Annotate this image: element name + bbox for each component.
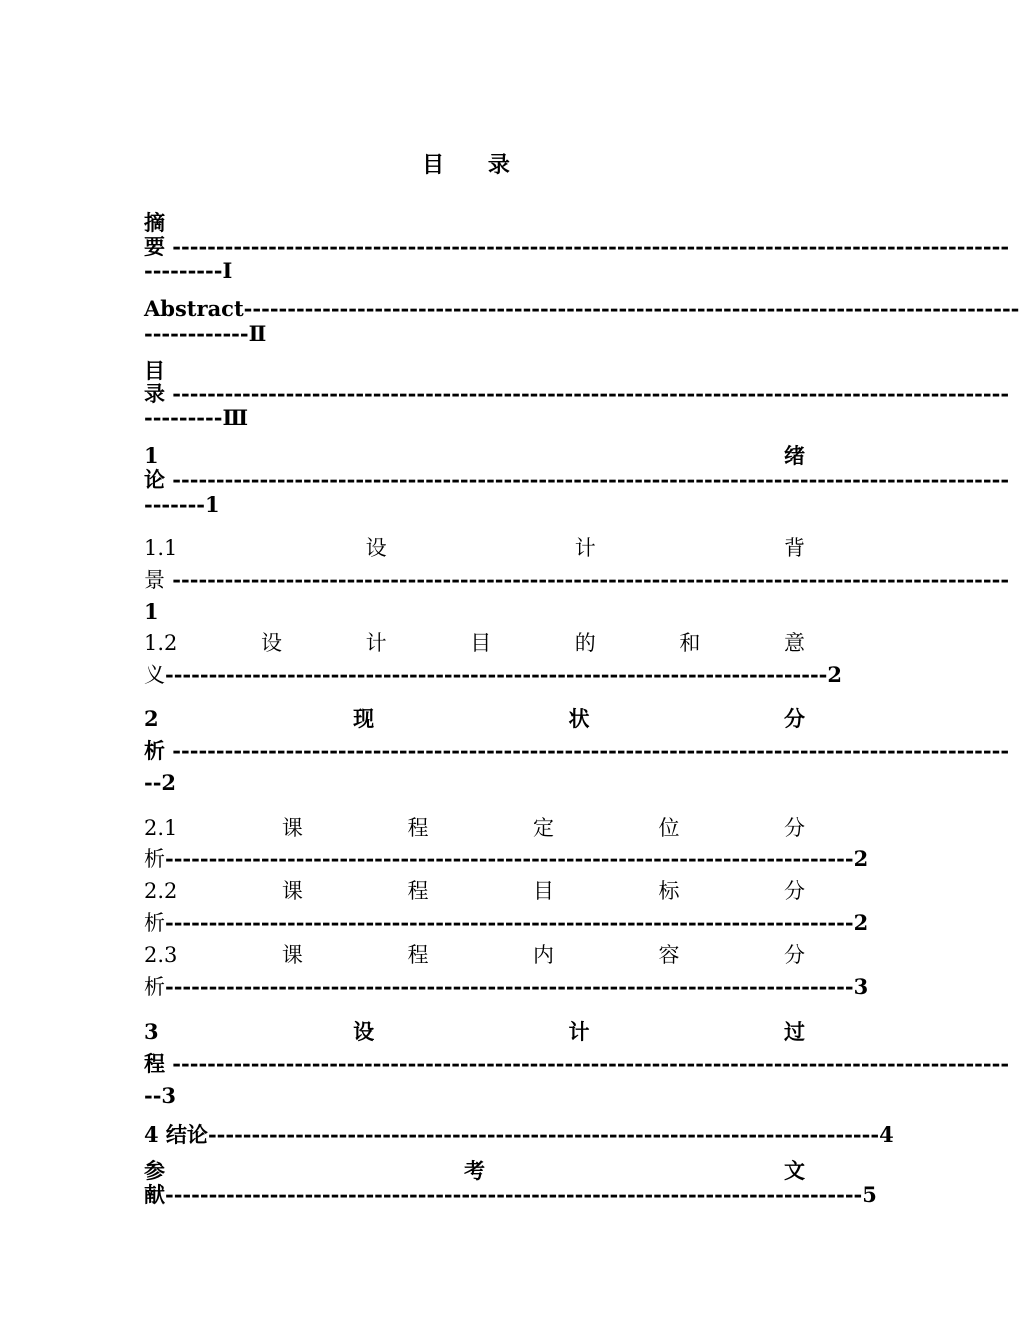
- toc-1-2-num: 1.2: [144, 631, 178, 655]
- page-title: 目 录: [422, 152, 528, 178]
- toc-1-1-w1: 设: [365, 536, 387, 560]
- toc-ch1-char2: 论: [144, 467, 165, 492]
- toc-2-3-page: 3: [853, 974, 869, 999]
- toc-2-3-w5: 分: [783, 943, 805, 967]
- toc-1-1-line2: [144, 567, 1010, 593]
- toc-2-3-w2: 程: [407, 943, 429, 967]
- toc-2-2-line2: [144, 910, 869, 936]
- toc-ch2-line2: [144, 738, 1010, 764]
- toc-ch3-w3: 过: [783, 1019, 805, 1044]
- toc-contents-char: 录: [144, 381, 165, 406]
- toc-1-2-w2: 计: [365, 631, 387, 655]
- toc-1-2-char: 义: [144, 663, 165, 687]
- leader-dots: ----------------------------------------------------------------------------: [165, 662, 828, 687]
- toc-ch2-w2: 状: [568, 706, 590, 731]
- toc-ch2-char: 析: [144, 738, 165, 763]
- leader-dots: ------------------------------------------------------------------------------------------------: [165, 234, 1010, 259]
- toc-refs-line2: [144, 1182, 877, 1208]
- leader-dots: ------------------------------------------------------------------------------------------------: [165, 738, 1010, 763]
- toc-contents-line2: [144, 381, 1010, 407]
- toc-2-1-line2: [144, 846, 869, 872]
- toc-refs-line1: [144, 1158, 805, 1184]
- toc-2-3-char: 析: [144, 975, 165, 999]
- toc-2-3-num: 2.3: [144, 943, 178, 967]
- toc-2-1-w5: 分: [783, 816, 805, 840]
- toc-2-2-w1: 课: [281, 879, 303, 903]
- leader-dots: ------------------------------------------------------------------------------------------------: [165, 381, 1010, 406]
- toc-refs-page: 5: [862, 1182, 877, 1207]
- toc-1-1-line1: [144, 535, 805, 561]
- toc-2-1-num: 2.1: [144, 816, 178, 840]
- toc-2-1-page: 2: [853, 846, 869, 871]
- toc-ch3-line1: [144, 1019, 805, 1045]
- leader-dots: -------------------------------------------------------------------------------: [165, 910, 854, 935]
- toc-1-1-w2: 计: [574, 536, 596, 560]
- toc-2-2-num: 2.2: [144, 879, 178, 903]
- toc-ch4-label: 4 结论: [144, 1122, 208, 1147]
- toc-2-1-w3: 定: [532, 816, 554, 840]
- toc-2-3-w1: 课: [281, 943, 303, 967]
- toc-abstract-en-line1: [144, 296, 1019, 322]
- toc-ch3-w1: 设: [353, 1019, 375, 1044]
- leader-dots: -------------------------------------------------------------------------------: [165, 846, 854, 871]
- toc-ch1-page: -------1: [144, 492, 220, 517]
- toc-ch2-num: 2: [144, 706, 159, 731]
- leader-dots: ------------------------------------------------------------------------------------------------: [165, 567, 1010, 592]
- toc-abstract-en-page: ------------Ⅱ: [144, 321, 267, 346]
- toc-1-1-num: 1.1: [144, 536, 178, 560]
- toc-abstract-en-label: Abstract: [144, 296, 244, 321]
- toc-2-2-w3: 目: [532, 879, 554, 903]
- toc-1-1-w3: 背: [783, 536, 805, 560]
- leader-dots: -------------------------------------------------------------------------------: [165, 974, 854, 999]
- toc-1-2-w6: 意: [783, 631, 805, 655]
- toc-2-2-line1: [144, 878, 805, 904]
- leader-dots: ------------------------------------------------------------------------------------------------: [165, 467, 1010, 492]
- toc-2-3-w3: 内: [532, 943, 554, 967]
- toc-abstract-cn-char: 要: [144, 234, 165, 259]
- toc-ch3-line2: [144, 1051, 1010, 1077]
- toc-1-2-line2: [144, 662, 843, 688]
- toc-contents-page: ---------Ⅲ: [144, 405, 249, 430]
- toc-1-2-w3: 目: [470, 631, 492, 655]
- toc-ch2-page: --2: [144, 770, 177, 795]
- toc-ch3-page: --3: [144, 1083, 177, 1108]
- leader-dots: --------------------------------------------------------------------------------: [165, 1182, 863, 1207]
- toc-ch3-char: 程: [144, 1051, 165, 1076]
- toc-2-1-w2: 程: [407, 816, 429, 840]
- toc-contents-line1: 目: [144, 358, 165, 383]
- toc-ch4-page: 4: [879, 1122, 894, 1147]
- toc-refs-w3: 文: [784, 1158, 805, 1183]
- toc-1-1-page: 1: [144, 599, 159, 624]
- leader-dots: -----------------------------------------------------------------------------------------: [243, 296, 1019, 321]
- toc-2-1-w4: 位: [658, 816, 680, 840]
- toc-1-2-w4: 的: [574, 631, 596, 655]
- toc-ch1-num: 1: [144, 443, 159, 468]
- toc-refs-w1: 参: [144, 1158, 165, 1183]
- toc-ch4-line: [144, 1122, 894, 1148]
- toc-2-2-w4: 标: [658, 879, 680, 903]
- toc-abstract-cn-line1: 摘: [144, 210, 165, 235]
- toc-1-2-w1: 设: [261, 631, 282, 655]
- toc-ch2-w3: 分: [783, 706, 805, 731]
- toc-ch2-line1: [144, 706, 805, 732]
- toc-2-3-w4: 容: [658, 943, 680, 967]
- toc-2-2-w2: 程: [407, 879, 429, 903]
- toc-ch2-w1: 现: [353, 706, 375, 731]
- toc-1-2-line1: [144, 630, 805, 656]
- toc-2-2-w5: 分: [783, 879, 805, 903]
- toc-abstract-cn-page: ---------Ⅰ: [144, 258, 233, 283]
- toc-abstract-cn-line2: [144, 234, 1010, 260]
- toc-refs-w2: 考: [464, 1158, 485, 1183]
- toc-ch3-w2: 计: [568, 1019, 590, 1044]
- toc-2-1-w1: 课: [281, 816, 303, 840]
- toc-1-2-w5: 和: [679, 631, 701, 655]
- toc-ch3-num: 3: [144, 1019, 159, 1044]
- toc-2-3-line1: [144, 942, 805, 968]
- toc-ch1-line1: [144, 443, 805, 469]
- leader-dots: ------------------------------------------------------------------------------------------------: [165, 1051, 1010, 1076]
- toc-2-1-char: 析: [144, 847, 165, 871]
- toc-ch1-line2: [144, 467, 1010, 493]
- toc-refs-char: 献: [144, 1182, 165, 1207]
- leader-dots: -----------------------------------------------------------------------------: [207, 1122, 880, 1147]
- toc-2-2-page: 2: [853, 910, 869, 935]
- toc-2-1-line1: [144, 815, 805, 841]
- toc-2-3-line2: [144, 974, 869, 1000]
- toc-1-1-char: 景: [144, 568, 165, 592]
- toc-2-2-char: 析: [144, 911, 165, 935]
- toc-ch1-char: 绪: [784, 443, 805, 468]
- toc-1-2-page: 2: [827, 662, 843, 687]
